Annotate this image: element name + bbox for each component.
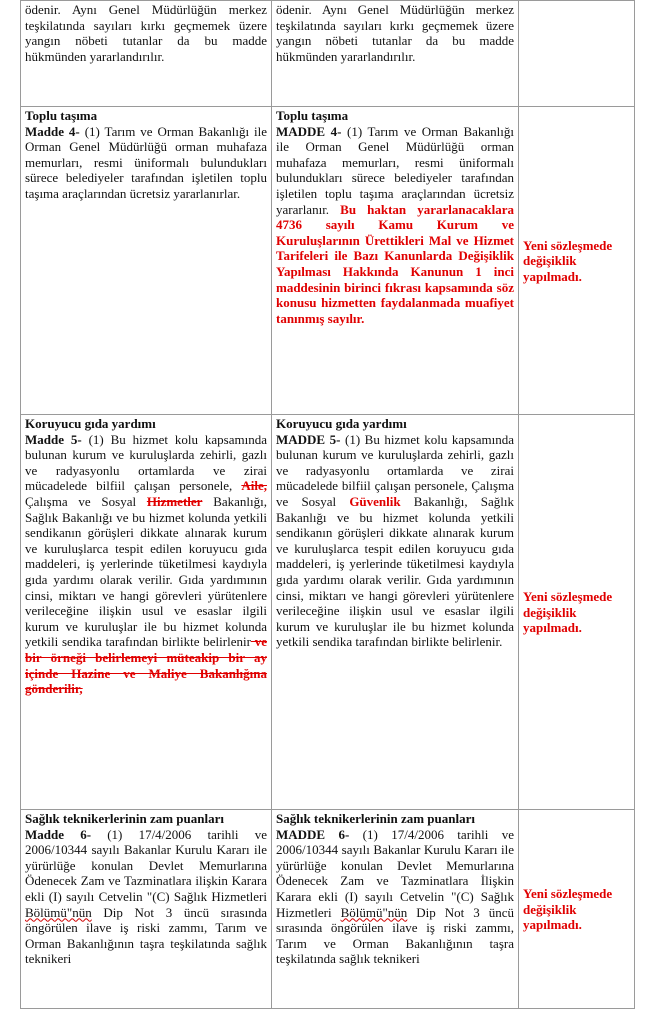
article-text: Dip Not 3 üncü sırasında öngörülen ilave iş riski zammı, Tarım ve Orman Bakanlığının taşra teşkilatında sağlık teknikeri: [25, 904, 267, 967]
table-row: [21, 415, 635, 810]
article-number: Madde 6-: [25, 826, 92, 842]
article-text: Bakanlığı, Sağlık Bakanlığı ve bu hizmet kolunda yetkili sendikanın görüşleri dikkate alınarak kurum ve kuruluşlarca tespit edilen koruyucu gıda maddeleri, iş yerlerinde tüketilmesi kaydıyla gıda yardımı olarak verilir. Gıda yardımının cinsi, miktarı ve hangi görevleri yürütenlere verileceğine ilişkin usul ve esaslar ilgili kurum ve kuruluşlar ile bu hizmet kolunda yetkili sendika tarafından birlikte belirlenir.: [276, 493, 514, 650]
change-note: Yeni sözleşmede değişiklik yapılmadı.: [523, 237, 613, 284]
old-text-cell: [21, 415, 272, 810]
table-row: [21, 107, 635, 415]
new-text-cell: [272, 415, 519, 810]
article-text: Dip Not 3 üncü sırasında öngörülen ilave iş riski zammı, Tarım ve Orman Bakanlığının taşra teşkilatında sağlık teknikeri: [276, 904, 514, 967]
added-text: Güvenlik: [349, 493, 401, 509]
change-note: Yeni sözleşmede değişiklik yapılmadı.: [523, 589, 613, 636]
article-title: Toplu taşıma: [276, 108, 349, 123]
article-text: (1) 17/4/2006 tarihli ve 2006/10344 sayılı Bakanlar Kurulu Kararı ile yürürlüğe konulan Devlet Memurlarına Ödenecek Zam ve Tazminatlara ilişkin Karara ekli (I) sayılı Cetvelin "(C) Sağlık Hizmetleri: [25, 826, 267, 904]
old-text-cell: [21, 107, 272, 415]
note-cell: [519, 107, 635, 415]
note-cell: [519, 415, 635, 810]
old-text: ödenir. Aynı Genel Müdürlüğün merkez teşkilatında sayıları kırkı geçmemek üzere yangın nöbeti tutanlar da bu madde hükmünden yararlandırılır.: [25, 2, 267, 64]
article-number: MADDE 4-: [276, 123, 342, 139]
note-cell: [519, 810, 635, 1009]
article-number: Madde 4-: [25, 123, 80, 139]
old-text-cell: [21, 810, 272, 1009]
deleted-text: Hizmetler: [146, 493, 203, 509]
flagged-word: Bölümü"nün: [25, 904, 92, 920]
article-title: Toplu taşıma: [25, 108, 98, 123]
article-title: Koruyucu gıda yardımı: [25, 416, 156, 431]
new-text-cell: [272, 107, 519, 415]
flagged-word: Bölümü"nün: [340, 904, 408, 920]
article-text: Bakanlığı, Sağlık Bakanlığı ve bu hizmet kolunda yetkili sendikanın görüşleri dikkate alınarak kurum ve kuruluşlarca tespit edilen koruyucu gıda maddeleri, iş yerlerinde tüketilmesi kaydıyla gıda yardımı olarak verilir. Gıda yardımının cinsi, miktarı ve hangi görevleri yürütenlere verileceğine ilişkin usul ve esaslar ilgili kurum ve kuruluşlar ile bu hizmet kolunda yetkili sendika tarafından birlikte belirlenir: [25, 493, 268, 650]
deleted-text: Aile,: [241, 478, 267, 494]
new-text-cell: [272, 1, 519, 107]
deleted-text: ve bir örneği belirlemeyi müteakip bir ay içinde Hazine ve Maliye Bakanlığına gönderilir,: [25, 634, 267, 697]
table-row: [21, 1, 635, 107]
new-text: ödenir. Aynı Genel Müdürlüğün merkez teşkilatında sayıları kırkı geçmemek üzere yangın nöbeti tutanlar da bu madde hükmünden yararlandırılır.: [276, 2, 514, 64]
article-number: MADDE 5-: [276, 431, 341, 447]
change-note: Yeni sözleşmede değişiklik yapılmadı.: [523, 886, 613, 933]
added-text: Bu haktan yararlanacaklara 4736 sayılı Kamu Kurum ve Kuruluşlarının Ürettikleri Mal ve Hizmet Tarifeleri ile Bazı Kanunlarda Değişiklik Yapılması Hakkında Kanunun 1 inci maddesinin birinci fıkrası kapsamında söz konusu hizmetten faydalanmada muafiyet tanınmış sayılır.: [276, 201, 514, 326]
article-text: (1) Tarım ve Orman Bakanlığı ile Orman Genel Müdürlüğü orman muhafaza memurları, resmi üniformalı bulundukları sürece belediyeler tarafından işletilen toplu taşıma araçlarından ücretsiz yararlanırlar.: [25, 123, 267, 201]
article-title: Sağlık teknikerlerinin zam puanları: [276, 811, 475, 826]
article-text: (1) Bu hizmet kolu kapsamında bulunan kurum ve kuruluşlarda zehirli, gazlı ve radyasyonlu ortamlarda ve zirai mücadelede bilfiil çalışan personele, Çalışma ve Sosyal: [276, 431, 514, 509]
old-text-cell: [21, 1, 272, 107]
article-number: Madde 5-: [25, 431, 82, 447]
article-text: (1) Tarım ve Orman Bakanlığı ile Orman Genel Müdürlüğü orman muhafaza memurları, resmi üniformalı bulundukları sürece belediyeler tarafından işletilen toplu taşıma araçlarından ücretsiz yararlanır.: [276, 123, 514, 217]
article-title: Koruyucu gıda yardımı: [276, 416, 407, 431]
article-text: (1) Bu hizmet kolu kapsamında bulunan kurum ve kuruluşlarda zehirli, gazlı ve radyasyonlu ortamlarda ve zirai mücadelede bilfiil çalışan personele,: [25, 431, 267, 494]
article-number: MADDE 6-: [276, 826, 350, 842]
table-row: [21, 810, 635, 1009]
article-title: Sağlık teknikerlerinin zam puanları: [25, 811, 224, 826]
article-text: (1) 17/4/2006 tarihli ve 2006/10344 sayılı Bakanlar Kurulu Kararı ile yürürlüğe konulan Devlet Memurlarına Ödenecek Zam ve Tazminatlara İlişkin Karara ekli (I) sayılı Cetvelin "(C) Sağlık Hizmetleri: [276, 826, 514, 920]
comparison-table: [20, 0, 635, 1009]
new-text-cell: [272, 810, 519, 1009]
note-cell: [519, 1, 635, 107]
article-text: Çalışma ve Sosyal: [25, 493, 147, 509]
